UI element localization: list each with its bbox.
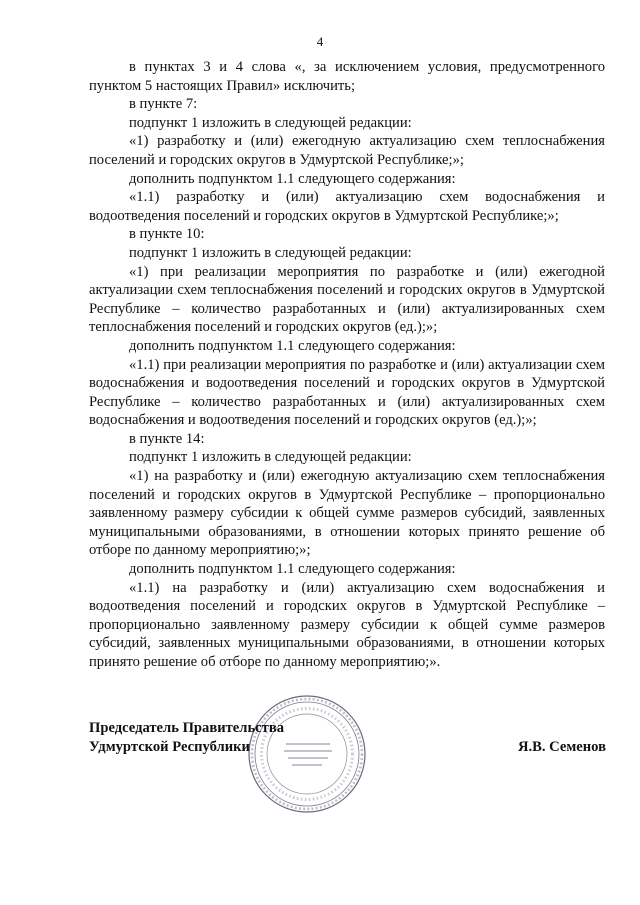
paragraph: в пункте 14: [129,430,205,447]
position-line-1: Председатель Правительства [89,720,285,736]
signatory-position [89,719,284,756]
paragraph: подпункт 1 изложить в следующей редакции: [129,114,412,131]
document-body [89,58,605,672]
position-line-2: Удмуртской Республики [89,738,250,755]
paragraph: в пункте 10: [129,226,205,243]
paragraph: «1) на разработку и (или) ежегодную актуализацию схем теплоснабжения поселений и городских округов в Удмуртской Республике – пропорционально заявленному размеру субсидии к общей сумме размеров субсидий, заявленных муниципальными образованиями, в отношении которых принято решение об отборе по данному мероприятию;»; [89,468,605,559]
paragraph: в пункте 7: [129,96,198,113]
paragraph: «1) при реализации мероприятия по разработке и (или) ежегодной актуализации схем теплоснабжения поселений и городских округов в Удмуртской Республике – количество разработанных и (или) актуализированных схем теплоснабжения поселений и городских округов (ед.);»; [89,263,605,336]
paragraph: подпункт 1 изложить в следующей редакции: [129,244,412,261]
paragraph: «1.1) при реализации мероприятия по разработке и (или) актуализации схем водоснабжения и водоотведения поселений и городских округов в Удмуртской Республике – количество разработанных и (или) актуализированных схем водоснабжения и водоотведения поселений и городских округов (ед.);»; [89,356,605,429]
paragraph: «1) разработку и (или) ежегодную актуализацию схем теплоснабжения поселений и городских округов в Удмуртской Республике;»; [89,133,605,168]
paragraph: подпункт 1 изложить в следующей редакции: [129,449,412,466]
signatory-name: Я.В. Семенов [517,739,606,755]
paragraph: дополнить подпунктом 1.1 следующего содержания: [129,170,456,187]
page-number: 4 [316,34,324,49]
paragraph: дополнить подпунктом 1.1 следующего содержания: [129,337,456,354]
paragraph: «1.1) разработку и (или) актуализацию схем водоснабжения и водоотведения поселений и городских округов в Удмуртской Республике;»; [89,189,605,224]
paragraph: «1.1) на разработку и (или) актуализацию схем водоснабжения и водоотведения поселений и городских округов в Удмуртской Республике – пропорционально заявленному размеру субсидии к общей сумме размеров субсидий, заявленных муниципальными образованиями, в отношении которых принято решение об отборе по данному мероприятию;». [89,579,605,670]
paragraph: дополнить подпунктом 1.1 следующего содержания: [129,561,456,578]
paragraph: в пунктах 3 и 4 слова «, за исключением условия, предусмотренного пунктом 5 настоящих Правил» исключить; [89,59,605,94]
